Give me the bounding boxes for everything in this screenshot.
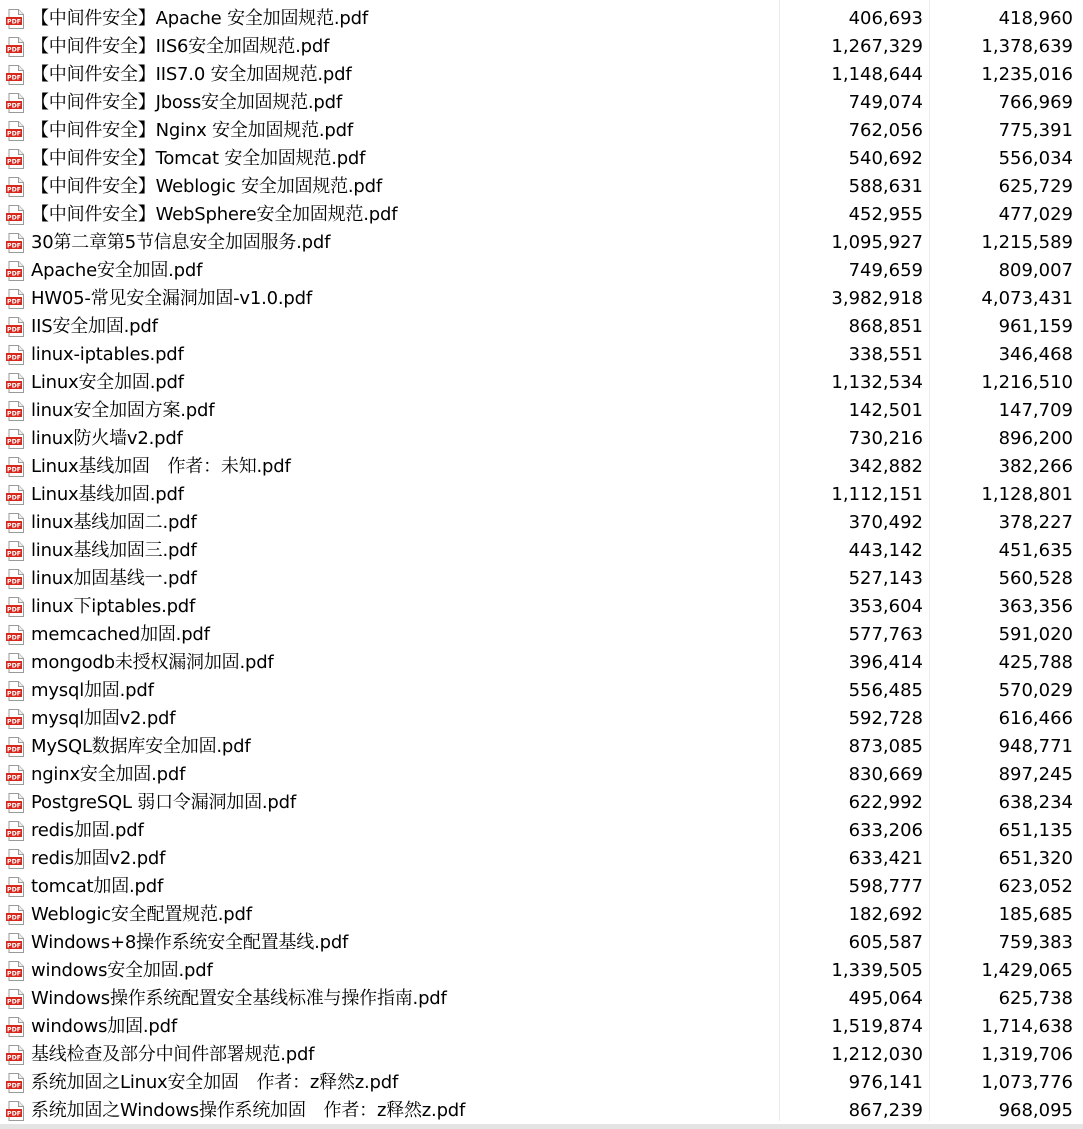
pdf-icon <box>6 289 25 309</box>
file-size-value-2: 651,320 <box>998 848 1073 869</box>
file-size-value-2: 896,200 <box>998 428 1073 449</box>
file-name-cell[interactable] <box>6 957 776 985</box>
file-name: Weblogic安全配置规范.pdf <box>31 904 252 925</box>
file-row[interactable] <box>0 481 1083 509</box>
file-name: windows加固.pdf <box>31 1016 177 1037</box>
svg-text:PDF: PDF <box>7 270 21 278</box>
pdf-icon <box>6 93 25 113</box>
file-name-cell[interactable] <box>6 565 776 593</box>
file-name: 系统加固之Windows操作系统加固 作者：z释然z.pdf <box>31 1100 466 1121</box>
file-name: 30第二章第5节信息安全加固服务.pdf <box>31 232 331 253</box>
file-size-value-2: 1,235,016 <box>981 64 1073 85</box>
file-size-value: 1,148,644 <box>831 64 923 85</box>
file-name-cell[interactable] <box>6 677 776 705</box>
pdf-icon <box>6 849 25 869</box>
svg-text:PDF: PDF <box>7 858 21 866</box>
file-name-cell[interactable] <box>6 369 776 397</box>
file-name: 系统加固之Linux安全加固 作者：z释然z.pdf <box>31 1072 399 1093</box>
file-name-cell[interactable] <box>6 173 776 201</box>
file-size-value: 598,777 <box>848 876 923 897</box>
file-size-value: 749,659 <box>848 260 923 281</box>
file-size-value: 1,212,030 <box>831 1044 923 1065</box>
file-size-value-2: 1,714,638 <box>981 1016 1073 1037</box>
file-name: linux安全加固方案.pdf <box>31 400 215 421</box>
svg-text:PDF: PDF <box>7 298 21 306</box>
svg-text:PDF: PDF <box>7 998 21 1006</box>
pdf-icon <box>6 793 25 813</box>
file-size-value-2: 1,215,589 <box>981 232 1073 253</box>
file-row[interactable] <box>0 61 1083 89</box>
file-name: 【中间件安全】WebSphere安全加固规范.pdf <box>31 204 398 225</box>
file-name-cell[interactable] <box>6 201 776 229</box>
pdf-icon <box>6 569 25 589</box>
file-size-value: 443,142 <box>848 540 923 561</box>
file-name-cell[interactable] <box>6 1069 776 1097</box>
file-name-cell[interactable] <box>6 873 776 901</box>
file-size-value-2: 1,216,510 <box>981 372 1073 393</box>
svg-text:PDF: PDF <box>7 662 21 670</box>
pdf-icon <box>6 961 25 981</box>
file-name: MySQL数据库安全加固.pdf <box>31 736 251 757</box>
file-size-value-2: 560,528 <box>998 568 1073 589</box>
file-name: 【中间件安全】IIS6安全加固规范.pdf <box>31 36 330 57</box>
file-name: 【中间件安全】Nginx 安全加固规范.pdf <box>31 120 353 141</box>
svg-text:PDF: PDF <box>7 1110 21 1118</box>
svg-text:PDF: PDF <box>7 886 21 894</box>
file-row[interactable] <box>0 341 1083 369</box>
file-size-value-2: 968,095 <box>998 1100 1073 1121</box>
pdf-icon <box>6 681 25 701</box>
file-name: 【中间件安全】Weblogic 安全加固规范.pdf <box>31 176 383 197</box>
pdf-icon <box>6 9 25 29</box>
file-size-value-2: 638,234 <box>998 792 1073 813</box>
file-size-value: 976,141 <box>848 1072 923 1093</box>
pdf-icon <box>6 177 25 197</box>
file-row[interactable] <box>0 1069 1083 1097</box>
svg-text:PDF: PDF <box>7 130 21 138</box>
file-size-value: 353,604 <box>848 596 923 617</box>
file-size-value-2: 948,771 <box>998 736 1073 757</box>
file-size-value-2: 346,468 <box>998 344 1073 365</box>
file-row[interactable] <box>0 1097 1083 1125</box>
pdf-icon <box>6 65 25 85</box>
file-row[interactable] <box>0 817 1083 845</box>
file-size-value: 730,216 <box>848 428 923 449</box>
file-name: Linux基线加固 作者：未知.pdf <box>31 456 291 477</box>
file-row[interactable] <box>0 173 1083 201</box>
file-size-value: 1,267,329 <box>831 36 923 57</box>
file-name-cell[interactable] <box>6 425 776 453</box>
pdf-icon <box>6 513 25 533</box>
svg-text:PDF: PDF <box>7 1026 21 1034</box>
svg-text:PDF: PDF <box>7 46 21 54</box>
file-size-value: 495,064 <box>848 988 923 1009</box>
pdf-icon <box>6 597 25 617</box>
file-size-value: 588,631 <box>848 176 923 197</box>
file-size-value-2: 363,356 <box>998 596 1073 617</box>
file-size-value-2: 623,052 <box>998 876 1073 897</box>
file-name-cell[interactable] <box>6 341 776 369</box>
svg-text:PDF: PDF <box>7 326 21 334</box>
pdf-icon <box>6 765 25 785</box>
file-size-value-2: 147,709 <box>998 400 1073 421</box>
file-size-value-2: 625,738 <box>998 988 1073 1009</box>
pdf-icon <box>6 737 25 757</box>
file-name-cell[interactable] <box>6 89 776 117</box>
svg-text:PDF: PDF <box>7 74 21 82</box>
file-size-value: 762,056 <box>848 120 923 141</box>
pdf-icon <box>6 149 25 169</box>
file-name: mysql加固v2.pdf <box>31 708 176 729</box>
file-row[interactable] <box>0 453 1083 481</box>
file-size-value-2: 1,378,639 <box>981 36 1073 57</box>
svg-text:PDF: PDF <box>7 186 21 194</box>
file-name-cell[interactable] <box>6 929 776 957</box>
file-row[interactable] <box>0 985 1083 1013</box>
file-size-value-2: 616,466 <box>998 708 1073 729</box>
file-name: 【中间件安全】Tomcat 安全加固规范.pdf <box>31 148 366 169</box>
svg-text:PDF: PDF <box>7 214 21 222</box>
file-name-cell[interactable] <box>6 761 776 789</box>
pdf-icon <box>6 121 25 141</box>
file-size-value-2: 1,429,065 <box>981 960 1073 981</box>
file-row[interactable] <box>0 285 1083 313</box>
file-size-value: 338,551 <box>848 344 923 365</box>
file-row[interactable] <box>0 873 1083 901</box>
file-size-value-2: 1,073,776 <box>981 1072 1073 1093</box>
file-size-value: 527,143 <box>848 568 923 589</box>
svg-text:PDF: PDF <box>7 382 21 390</box>
file-name-cell[interactable] <box>6 285 776 313</box>
file-name: 基线检查及部分中间件部署规范.pdf <box>31 1044 315 1065</box>
file-name-cell[interactable] <box>6 313 776 341</box>
file-size-value-2: 759,383 <box>998 932 1073 953</box>
svg-text:PDF: PDF <box>7 18 21 26</box>
file-name: windows安全加固.pdf <box>31 960 213 981</box>
file-size-value-2: 425,788 <box>998 652 1073 673</box>
pdf-icon <box>6 989 25 1009</box>
svg-text:PDF: PDF <box>7 354 21 362</box>
file-row[interactable] <box>0 369 1083 397</box>
file-row[interactable] <box>0 313 1083 341</box>
file-name: redis加固v2.pdf <box>31 848 166 869</box>
file-size-value-2: 1,319,706 <box>981 1044 1073 1065</box>
file-row[interactable] <box>0 5 1083 33</box>
file-name-cell[interactable] <box>6 509 776 537</box>
file-size-value: 605,587 <box>848 932 923 953</box>
file-row[interactable] <box>0 565 1083 593</box>
svg-text:PDF: PDF <box>7 438 21 446</box>
file-name: linux下iptables.pdf <box>31 596 196 617</box>
file-size-value: 577,763 <box>848 624 923 645</box>
file-name-cell[interactable] <box>6 985 776 1013</box>
pdf-icon <box>6 625 25 645</box>
file-name: IIS安全加固.pdf <box>31 316 158 337</box>
file-row[interactable] <box>0 145 1083 173</box>
file-name-cell[interactable] <box>6 1013 776 1041</box>
pdf-icon <box>6 373 25 393</box>
pdf-icon <box>6 1101 25 1121</box>
file-row[interactable] <box>0 901 1083 929</box>
file-size-value-2: 625,729 <box>998 176 1073 197</box>
file-name: mysql加固.pdf <box>31 680 154 701</box>
file-size-value: 749,074 <box>848 92 923 113</box>
file-name-cell[interactable] <box>6 1097 776 1125</box>
file-size-value: 592,728 <box>848 708 923 729</box>
pdf-icon <box>6 345 25 365</box>
file-row[interactable] <box>0 929 1083 957</box>
file-name-cell[interactable] <box>6 537 776 565</box>
pdf-icon <box>6 205 25 225</box>
file-name: 【中间件安全】Jboss安全加固规范.pdf <box>31 92 343 113</box>
file-size-value: 342,882 <box>848 456 923 477</box>
file-size-value: 396,414 <box>848 652 923 673</box>
file-size-value: 868,851 <box>848 316 923 337</box>
file-name: HW05-常见安全漏洞加固-v1.0.pdf <box>31 288 313 309</box>
file-row[interactable] <box>0 33 1083 61</box>
file-size-value-2: 382,266 <box>998 456 1073 477</box>
file-row[interactable] <box>0 761 1083 789</box>
file-size-value: 633,421 <box>848 848 923 869</box>
file-row[interactable] <box>0 593 1083 621</box>
file-name: linux-iptables.pdf <box>31 344 184 365</box>
file-name-cell[interactable] <box>6 593 776 621</box>
file-row[interactable] <box>0 229 1083 257</box>
svg-text:PDF: PDF <box>7 158 21 166</box>
file-row[interactable] <box>0 117 1083 145</box>
file-size-value-2: 809,007 <box>998 260 1073 281</box>
svg-text:PDF: PDF <box>7 466 21 474</box>
file-size-value-2: 556,034 <box>998 148 1073 169</box>
file-size-value-2: 378,227 <box>998 512 1073 533</box>
file-size-value: 1,095,927 <box>831 232 923 253</box>
svg-text:PDF: PDF <box>7 550 21 558</box>
file-row[interactable] <box>0 1041 1083 1069</box>
file-size-value: 406,693 <box>848 8 923 29</box>
file-row[interactable] <box>0 425 1083 453</box>
file-name: memcached加固.pdf <box>31 624 210 645</box>
file-row[interactable] <box>0 705 1083 733</box>
file-row[interactable] <box>0 537 1083 565</box>
file-row[interactable] <box>0 201 1083 229</box>
file-name: nginx安全加固.pdf <box>31 764 186 785</box>
file-name-cell[interactable] <box>6 817 776 845</box>
svg-text:PDF: PDF <box>7 242 21 250</box>
pdf-icon <box>6 821 25 841</box>
pdf-icon <box>6 1073 25 1093</box>
pdf-icon <box>6 485 25 505</box>
file-size-value: 633,206 <box>848 820 923 841</box>
file-row[interactable] <box>0 397 1083 425</box>
file-name: linux加固基线一.pdf <box>31 568 197 589</box>
svg-text:PDF: PDF <box>7 914 21 922</box>
svg-text:PDF: PDF <box>7 746 21 754</box>
file-size-value: 556,485 <box>848 680 923 701</box>
file-name: Windows+8操作系统安全配置基线.pdf <box>31 932 349 953</box>
file-size-value: 1,112,151 <box>831 484 923 505</box>
file-name-cell[interactable] <box>6 705 776 733</box>
svg-text:PDF: PDF <box>7 1082 21 1090</box>
file-list <box>0 5 1083 1125</box>
file-name-cell[interactable] <box>6 621 776 649</box>
svg-text:PDF: PDF <box>7 578 21 586</box>
file-row[interactable] <box>0 257 1083 285</box>
file-row[interactable] <box>0 1013 1083 1041</box>
file-name: Windows操作系统配置安全基线标准与操作指南.pdf <box>31 988 447 1009</box>
file-row[interactable] <box>0 957 1083 985</box>
file-name: mongodb未授权漏洞加固.pdf <box>31 652 274 673</box>
file-size-value-2: 591,020 <box>998 624 1073 645</box>
file-size-value: 622,992 <box>848 792 923 813</box>
file-name-cell[interactable] <box>6 649 776 677</box>
file-name-cell[interactable] <box>6 61 776 89</box>
svg-text:PDF: PDF <box>7 774 21 782</box>
file-row[interactable] <box>0 509 1083 537</box>
svg-text:PDF: PDF <box>7 1054 21 1062</box>
file-size-value-2: 897,245 <box>998 764 1073 785</box>
file-size-value: 452,955 <box>848 204 923 225</box>
file-row[interactable] <box>0 845 1083 873</box>
file-name-cell[interactable] <box>6 397 776 425</box>
pdf-icon <box>6 317 25 337</box>
file-row[interactable] <box>0 677 1083 705</box>
file-name: 【中间件安全】IIS7.0 安全加固规范.pdf <box>31 64 352 85</box>
file-size-value: 1,132,534 <box>831 372 923 393</box>
svg-text:PDF: PDF <box>7 410 21 418</box>
file-name: tomcat加固.pdf <box>31 876 164 897</box>
file-name-cell[interactable] <box>6 1041 776 1069</box>
pdf-icon <box>6 401 25 421</box>
file-size-value-2: 775,391 <box>998 120 1073 141</box>
file-name: Linux基线加固.pdf <box>31 484 184 505</box>
file-name: linux基线加固三.pdf <box>31 540 197 561</box>
file-name-cell[interactable] <box>6 117 776 145</box>
svg-text:PDF: PDF <box>7 606 21 614</box>
file-name-cell[interactable] <box>6 5 776 33</box>
file-size-value: 370,492 <box>848 512 923 533</box>
file-size-value-2: 1,128,801 <box>981 484 1073 505</box>
file-size-value-2: 570,029 <box>998 680 1073 701</box>
file-size-value: 3,982,918 <box>831 288 923 309</box>
pdf-icon <box>6 933 25 953</box>
file-size-value-2: 4,073,431 <box>981 288 1073 309</box>
file-size-value: 1,339,505 <box>831 960 923 981</box>
file-name-cell[interactable] <box>6 453 776 481</box>
svg-text:PDF: PDF <box>7 802 21 810</box>
file-size-value-2: 961,159 <box>998 316 1073 337</box>
file-row[interactable] <box>0 89 1083 117</box>
pdf-icon <box>6 653 25 673</box>
file-name: linux防火墙v2.pdf <box>31 428 183 449</box>
svg-text:PDF: PDF <box>7 690 21 698</box>
svg-text:PDF: PDF <box>7 718 21 726</box>
file-name: PostgreSQL 弱口令漏洞加固.pdf <box>31 792 297 813</box>
pdf-icon <box>6 709 25 729</box>
file-name-cell[interactable] <box>6 845 776 873</box>
file-size-value: 830,669 <box>848 764 923 785</box>
pdf-icon <box>6 541 25 561</box>
file-row[interactable] <box>0 649 1083 677</box>
horizontal-scrollbar[interactable] <box>0 1124 1083 1129</box>
svg-text:PDF: PDF <box>7 522 21 530</box>
pdf-icon <box>6 37 25 57</box>
file-name: linux基线加固二.pdf <box>31 512 197 533</box>
file-size-value: 182,692 <box>848 904 923 925</box>
file-row[interactable] <box>0 621 1083 649</box>
file-name: 【中间件安全】Apache 安全加固规范.pdf <box>31 8 368 29</box>
svg-text:PDF: PDF <box>7 970 21 978</box>
file-name-cell[interactable] <box>6 481 776 509</box>
file-size-value: 873,085 <box>848 736 923 757</box>
pdf-icon <box>6 877 25 897</box>
file-name-cell[interactable] <box>6 145 776 173</box>
file-name: Apache安全加固.pdf <box>31 260 203 281</box>
file-row[interactable] <box>0 733 1083 761</box>
svg-text:PDF: PDF <box>7 102 21 110</box>
file-name: Linux安全加固.pdf <box>31 372 184 393</box>
file-size-value: 1,519,874 <box>831 1016 923 1037</box>
svg-text:PDF: PDF <box>7 942 21 950</box>
file-size-value-2: 418,960 <box>998 8 1073 29</box>
file-name-cell[interactable] <box>6 789 776 817</box>
pdf-icon <box>6 1017 25 1037</box>
pdf-icon <box>6 429 25 449</box>
file-name: redis加固.pdf <box>31 820 144 841</box>
file-size-value-2: 651,135 <box>998 820 1073 841</box>
file-name-cell[interactable] <box>6 733 776 761</box>
file-size-value: 867,239 <box>848 1100 923 1121</box>
file-size-value-2: 477,029 <box>998 204 1073 225</box>
pdf-icon <box>6 905 25 925</box>
file-size-value-2: 766,969 <box>998 92 1073 113</box>
file-size-value: 540,692 <box>848 148 923 169</box>
file-size-value-2: 451,635 <box>998 540 1073 561</box>
svg-text:PDF: PDF <box>7 634 21 642</box>
file-size-value-2: 185,685 <box>998 904 1073 925</box>
file-name-cell[interactable] <box>6 257 776 285</box>
file-name-cell[interactable] <box>6 901 776 929</box>
svg-text:PDF: PDF <box>7 830 21 838</box>
file-row[interactable] <box>0 789 1083 817</box>
pdf-icon <box>6 1045 25 1065</box>
svg-text:PDF: PDF <box>7 494 21 502</box>
file-name-cell[interactable] <box>6 33 776 61</box>
file-size-value: 142,501 <box>848 400 923 421</box>
pdf-icon <box>6 457 25 477</box>
pdf-icon <box>6 233 25 253</box>
file-name-cell[interactable] <box>6 229 776 257</box>
pdf-icon <box>6 261 25 281</box>
